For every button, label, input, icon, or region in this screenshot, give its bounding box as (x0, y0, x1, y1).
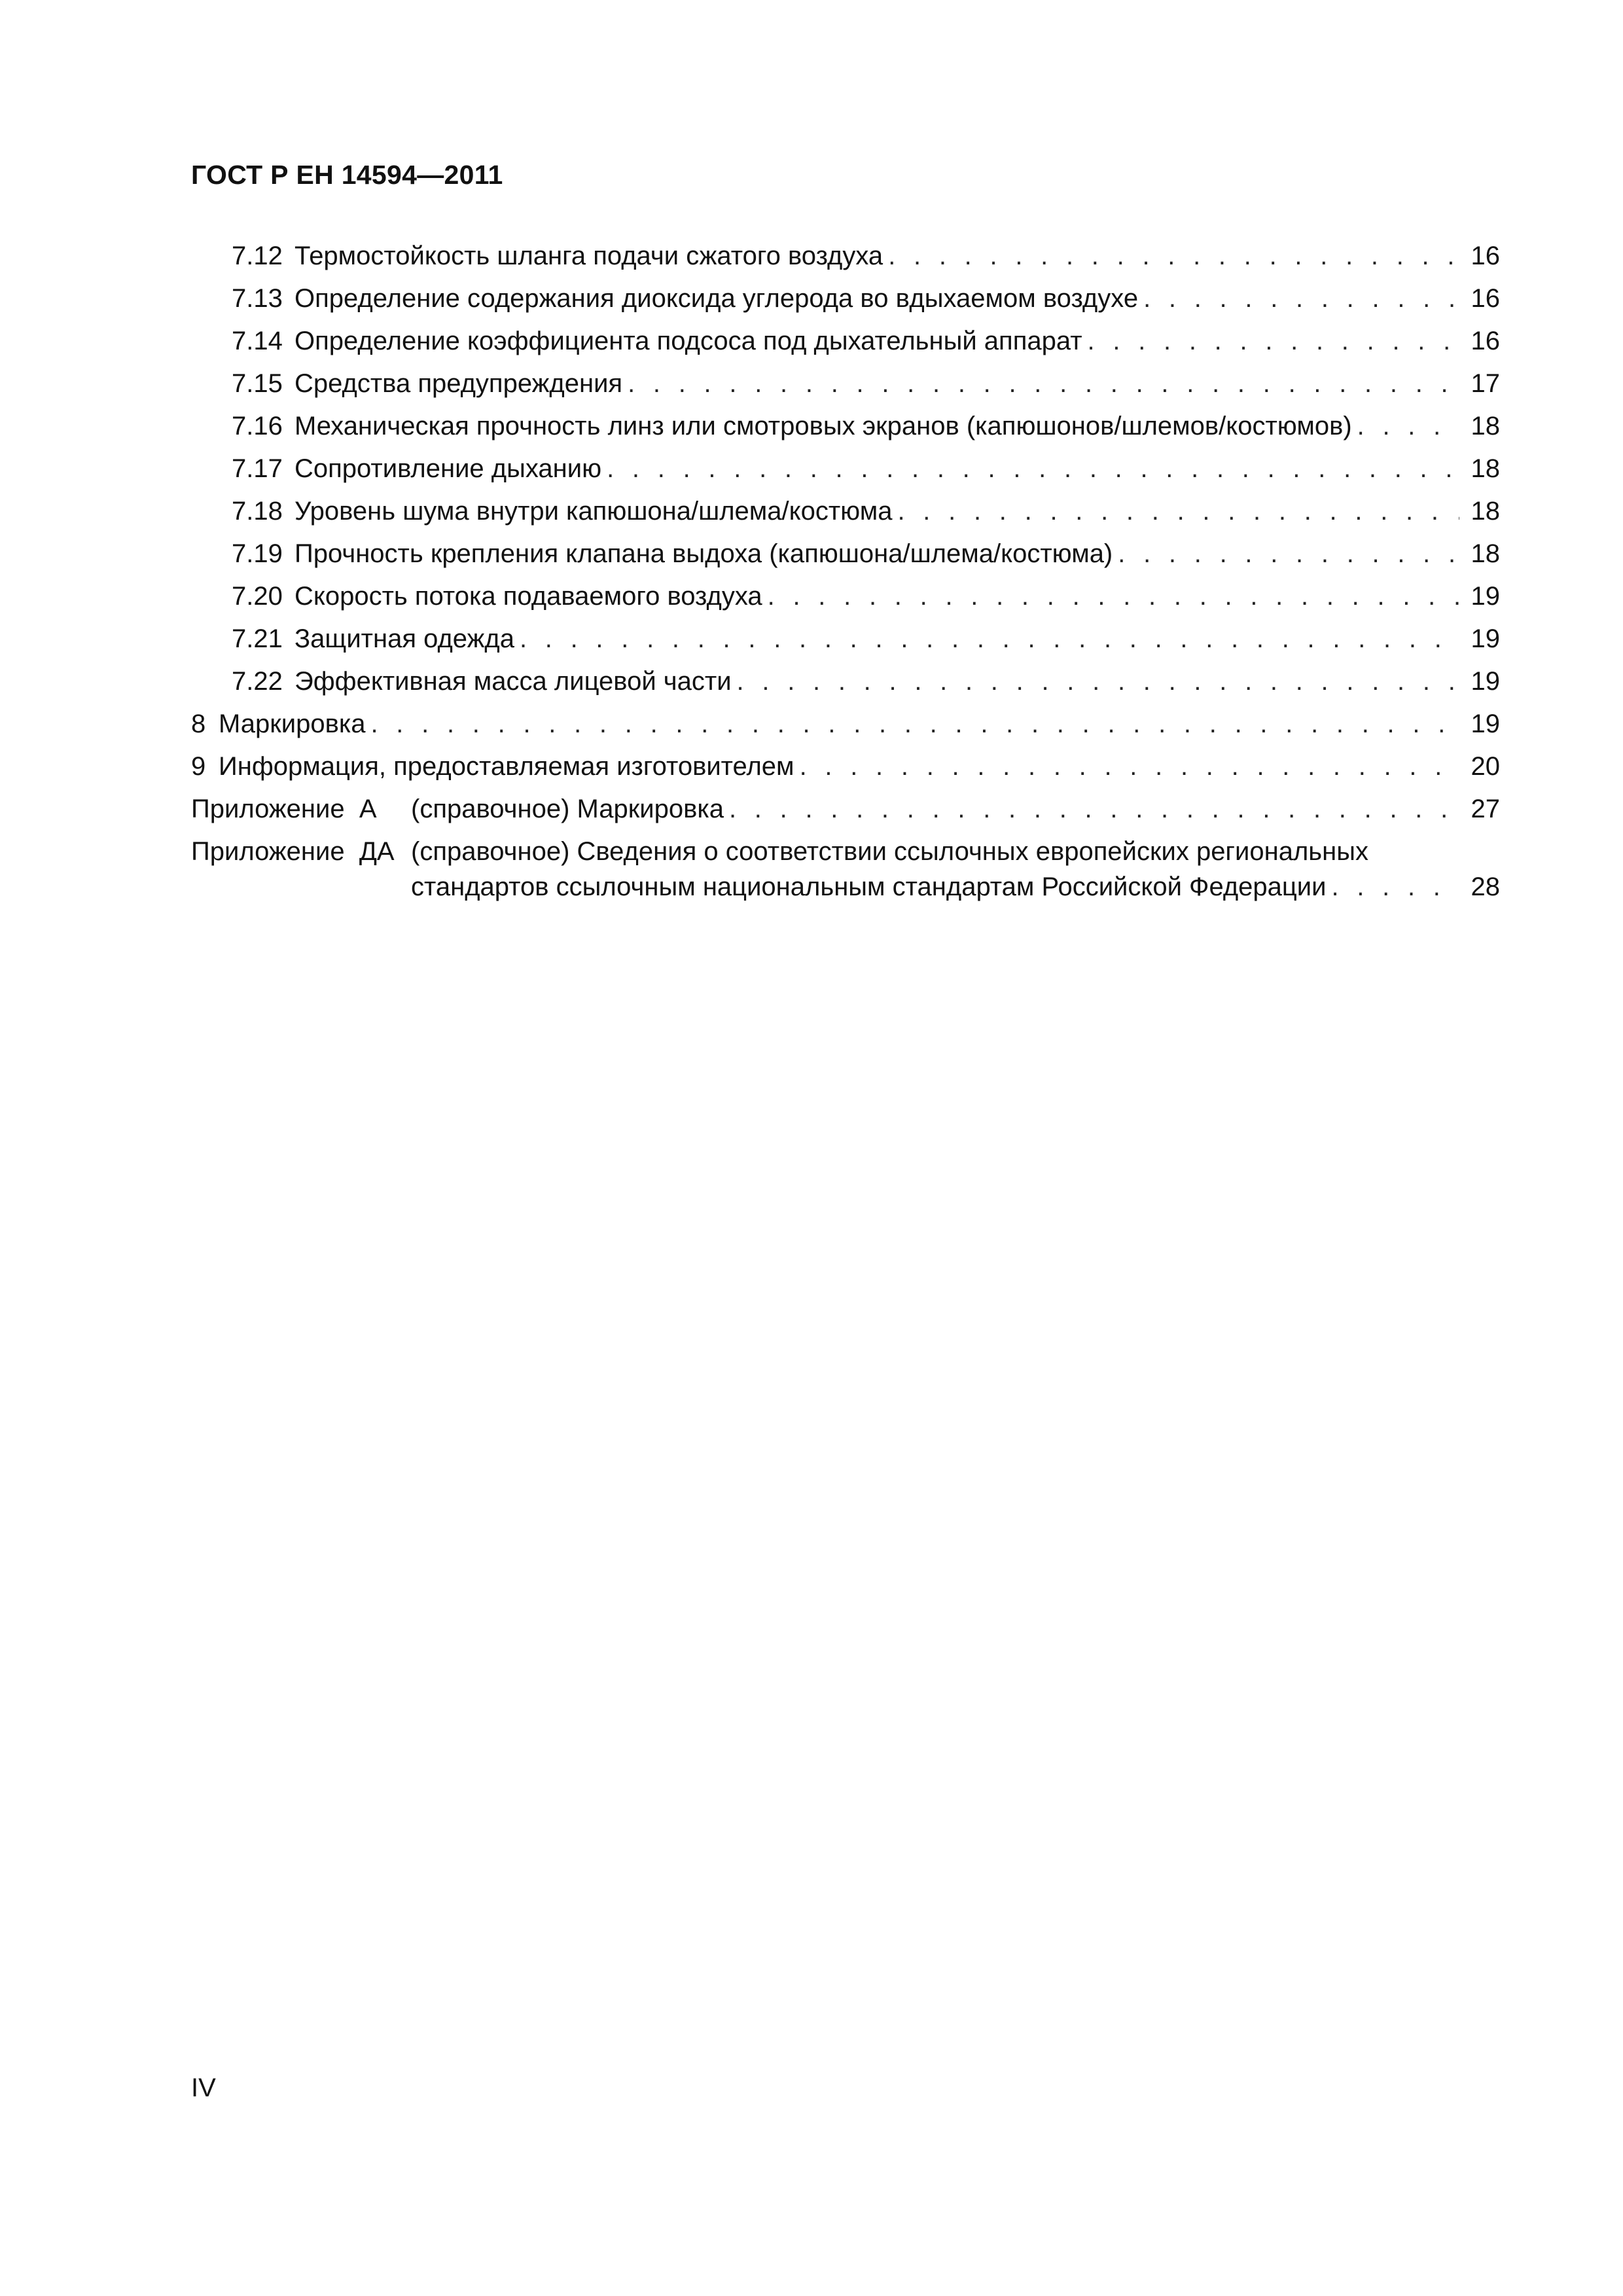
toc-title: Защитная одежда (294, 624, 514, 653)
toc-page-number: 16 (1471, 327, 1500, 355)
toc-title: Скорость потока подаваемого воздуха (294, 582, 762, 611)
dot-leader (370, 708, 1459, 740)
toc-page-number: 18 (1471, 412, 1500, 440)
toc-page-number: 19 (1471, 709, 1500, 738)
toc-entry-7-14[interactable] (191, 314, 1500, 357)
toc-entry-7-16[interactable] (191, 399, 1500, 442)
dot-leader (768, 581, 1459, 612)
dot-leader (888, 240, 1459, 272)
toc-page-number: 19 (1471, 624, 1500, 653)
toc-title: Прочность крепления клапана выдоха (капюшона/шлема/костюма) (294, 539, 1113, 568)
toc-title: (справочное) Сведения о соответствии ссылочных европейских региональных (411, 837, 1368, 866)
dot-leader (1143, 283, 1459, 314)
toc-number: 7.22 (232, 667, 283, 696)
toc-entry-7-13[interactable] (191, 272, 1500, 314)
toc-number: 7.15 (232, 369, 283, 398)
toc-entry-7-18[interactable] (191, 484, 1500, 527)
toc-page-number: 18 (1471, 497, 1500, 526)
document-header: ГОСТ Р ЕН 14594—2011 (191, 160, 503, 190)
toc-number: 7.19 (232, 539, 283, 568)
toc-title: (справочное) Маркировка (411, 795, 724, 823)
toc-entry-appendix-a[interactable] (191, 782, 1500, 825)
toc-title: Маркировка (219, 709, 366, 738)
toc-page-number: 19 (1471, 667, 1500, 696)
dot-leader (607, 453, 1459, 484)
toc-entry-7-21[interactable] (191, 612, 1500, 655)
toc-appendix-label: Приложение ДА (191, 837, 395, 866)
dot-leader (628, 368, 1459, 399)
toc-page-number: 28 (1471, 872, 1500, 901)
toc-number: 7.13 (232, 284, 283, 313)
dot-leader (1118, 538, 1459, 569)
toc-page-number: 16 (1471, 242, 1500, 270)
toc-title: Определение содержания диоксида углерода во вдыхаемом воздухе (294, 284, 1139, 313)
toc-entry-8[interactable] (191, 697, 1500, 740)
toc-title: Уровень шума внутри капюшона/шлема/костюма (294, 497, 893, 526)
toc-number: 7.20 (232, 582, 283, 611)
toc-page-number: 18 (1471, 454, 1500, 483)
toc-title: Термостойкость шланга подачи сжатого воздуха (294, 242, 883, 270)
dot-leader (520, 623, 1459, 655)
toc-number: 7.18 (232, 497, 283, 526)
dot-leader (897, 495, 1459, 527)
toc-entry-7-20[interactable] (191, 569, 1500, 612)
toc-entry-7-19[interactable] (191, 527, 1500, 569)
toc-number: 7.16 (232, 412, 283, 440)
toc-title: Средства предупреждения (294, 369, 623, 398)
toc-appendix-label: Приложение А (191, 795, 377, 823)
toc-title: Определение коэффициента подсоса под дыхательный аппарат (294, 327, 1082, 355)
toc-title: Механическая прочность линз или смотровых экранов (капюшонов/шлемов/костюмов) (294, 412, 1352, 440)
toc-number: 7.21 (232, 624, 283, 653)
toc-page-number: 16 (1471, 284, 1500, 313)
toc-title: Эффективная масса лицевой части (294, 667, 732, 696)
toc-entry-7-15[interactable] (191, 357, 1500, 399)
dot-leader (729, 793, 1459, 825)
toc-title: Информация, предоставляемая изготовителем (219, 752, 794, 781)
toc-number: 7.12 (232, 242, 283, 270)
toc-number: 7.17 (232, 454, 283, 483)
toc-number: 8 (191, 709, 206, 738)
toc-entry-7-22[interactable] (191, 655, 1500, 697)
toc-entry-7-12[interactable] (191, 229, 1500, 272)
toc-entry-appendix-da[interactable] (191, 825, 1500, 903)
toc-number: 9 (191, 752, 206, 781)
toc-entry-9[interactable] (191, 740, 1500, 782)
toc-page-number: 18 (1471, 539, 1500, 568)
page-number-footer: IV (191, 2073, 216, 2102)
toc-page-number: 27 (1471, 795, 1500, 823)
toc-number: 7.14 (232, 327, 283, 355)
dot-leader (1332, 871, 1460, 903)
toc-entry-7-17[interactable] (191, 442, 1500, 484)
toc-page-number: 20 (1471, 752, 1500, 781)
dot-leader (737, 666, 1459, 697)
dot-leader (800, 751, 1459, 782)
toc-page-number: 17 (1471, 369, 1500, 398)
dot-leader (1088, 325, 1459, 357)
toc-title-continuation: стандартов ссылочным национальным стандартам Российской Федерации (411, 872, 1327, 901)
toc-title: Сопротивление дыханию (294, 454, 602, 483)
dot-leader (1357, 410, 1459, 442)
toc-page-number: 19 (1471, 582, 1500, 611)
table-of-contents (191, 229, 1500, 903)
